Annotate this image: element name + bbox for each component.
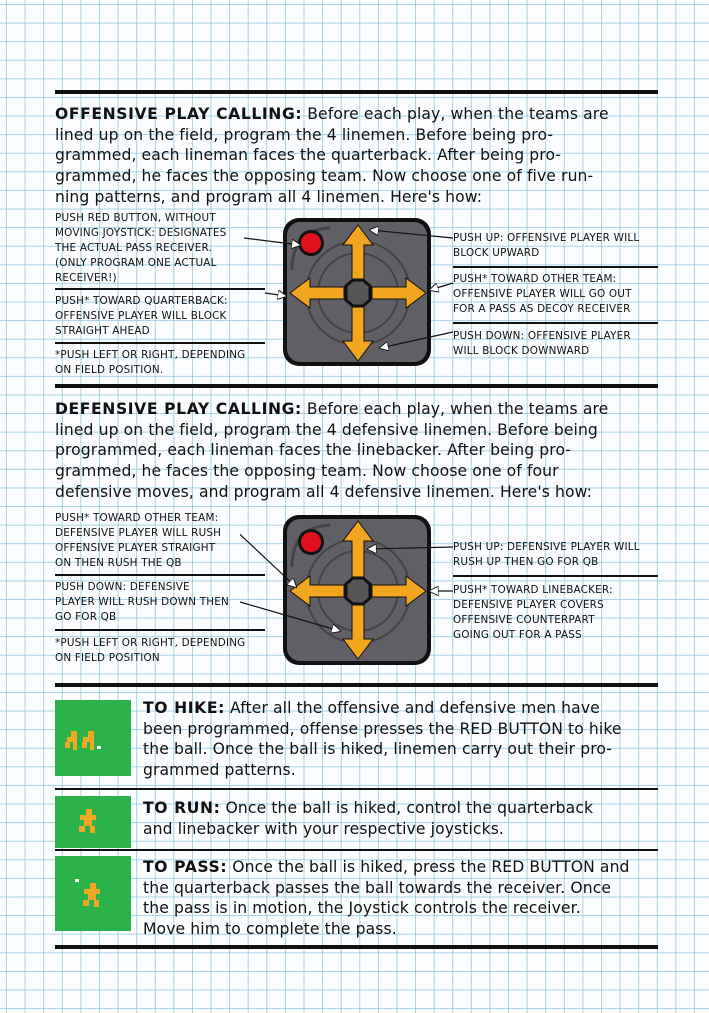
defense-label-push-down: PUSH DOWN: DEFENSIVE PLAYER WILL RUSH DOWN THEN GO FOR QB [55,581,230,623]
offense-left-divider [55,288,265,290]
offense-line: OFFENSIVE PLAY CALLING: Before each play, when the teams are [55,105,609,123]
defense-line: defensive moves, and program all 4 defensive linemen. Here's how: [55,482,592,501]
defense-line: lined up on the field, program the 4 defensive linemen. Before being [55,420,598,439]
defense-heading: DEFENSIVE PLAY CALLING: [55,400,302,418]
offense-right-divider [453,266,658,268]
section-rule [55,384,658,388]
offense-paragraph [55,104,655,208]
run-paragraph: TO RUN: Once the ball is hiked, control the quarterback and linebacker with your respective joysticks. [143,799,594,838]
offense-label-red-button: PUSH RED BUTTON, WITHOUT MOVING JOYSTICK: DESIGNATES THE ACTUAL PASS RECEIVER. (ONLY PROGRAM ONE ACTUAL RECEIVER!) [55,212,227,284]
defense-line: grammed, he faces the opposing team. Now choose one of four [55,462,559,481]
defense-label-other-team: PUSH* TOWARD OTHER TEAM: DEFENSIVE PLAYER WILL RUSH OFFENSIVE PLAYER STRAIGHT ON THEN RUSH THE QB [55,512,222,569]
section-rule [55,683,658,687]
defense-right-divider [453,575,658,577]
offense-footnote: *PUSH LEFT OR RIGHT, DEPENDING ON FIELD POSITION. [55,349,246,376]
offense-line: grammed, each lineman faces the quarterback. After being pro- [55,146,562,165]
offense-line: grammed, he faces the opposing team. Now choose one of five run- [55,167,594,186]
defense-left-divider [55,574,265,576]
offense-label-other-team: PUSH* TOWARD OTHER TEAM: OFFENSIVE PLAYER WILL GO OUT FOR A PASS AS DECOY RECEIVER [453,273,632,315]
defense-paragraph [55,399,655,503]
section-rule [55,788,658,790]
pass-paragraph: TO PASS: Once the ball is hiked, press the RED BUTTON and the quarterback passes the ball towards the receiver. Once the pass is in motion, the Joystick controls the receiver. Move him to complete the pass. [143,858,630,939]
defense-left-divider [55,629,265,631]
run-icon [55,796,131,848]
offense-joystick-diagram [240,210,460,380]
offense-label-push-up: PUSH UP: OFFENSIVE PLAYER WILL BLOCK UPWARD [453,232,640,259]
offense-label-push-down: PUSH DOWN: OFFENSIVE PLAYER WILL BLOCK DOWNWARD [453,330,631,357]
section-rule [55,849,658,851]
defense-line: programmed, each lineman faces the linebacker. After being pro- [55,441,572,460]
defense-label-linebacker: PUSH* TOWARD LINEBACKER: DEFENSIVE PLAYER COVERS OFFENSIVE COUNTERPART GOING OUT FOR A PASS [453,584,613,641]
hike-paragraph: TO HIKE: After all the offensive and defensive men have been programmed, offense presses the RED BUTTON to hike the ball. Once the ball is hiked, linemen carry out their pro- grammed patterns. [143,699,622,780]
run-heading: TO RUN: [143,799,221,817]
joystick-hex-icon [346,578,370,604]
joystick-hex-icon [346,280,370,306]
hike-icon [55,700,131,776]
defense-line: DEFENSIVE PLAY CALLING: Before each play, when the teams are [55,400,609,418]
offense-heading: OFFENSIVE PLAY CALLING: [55,105,303,123]
pass-icon [55,856,131,931]
offense-right-divider [453,322,658,324]
pass-heading: TO PASS: [143,858,228,876]
defense-footnote: *PUSH LEFT OR RIGHT, DEPENDING ON FIELD POSITION [55,637,246,664]
hike-heading: TO HIKE: [143,699,225,717]
bottom-rule [55,945,658,949]
offense-label-toward-qb: PUSH* TOWARD QUARTERBACK: OFFENSIVE PLAYER WILL BLOCK STRAIGHT AHEAD [55,295,228,337]
defense-label-push-up: PUSH UP: DEFENSIVE PLAYER WILL RUSH UP THEN GO FOR QB [453,541,640,568]
offense-line: lined up on the field, program the 4 linemen. Before being pro- [55,125,554,144]
defense-joystick-diagram [240,507,460,672]
offense-line: ning patterns, and program all 4 linemen. Here's how: [55,187,483,206]
offense-left-divider [55,342,265,344]
top-rule [55,90,658,94]
